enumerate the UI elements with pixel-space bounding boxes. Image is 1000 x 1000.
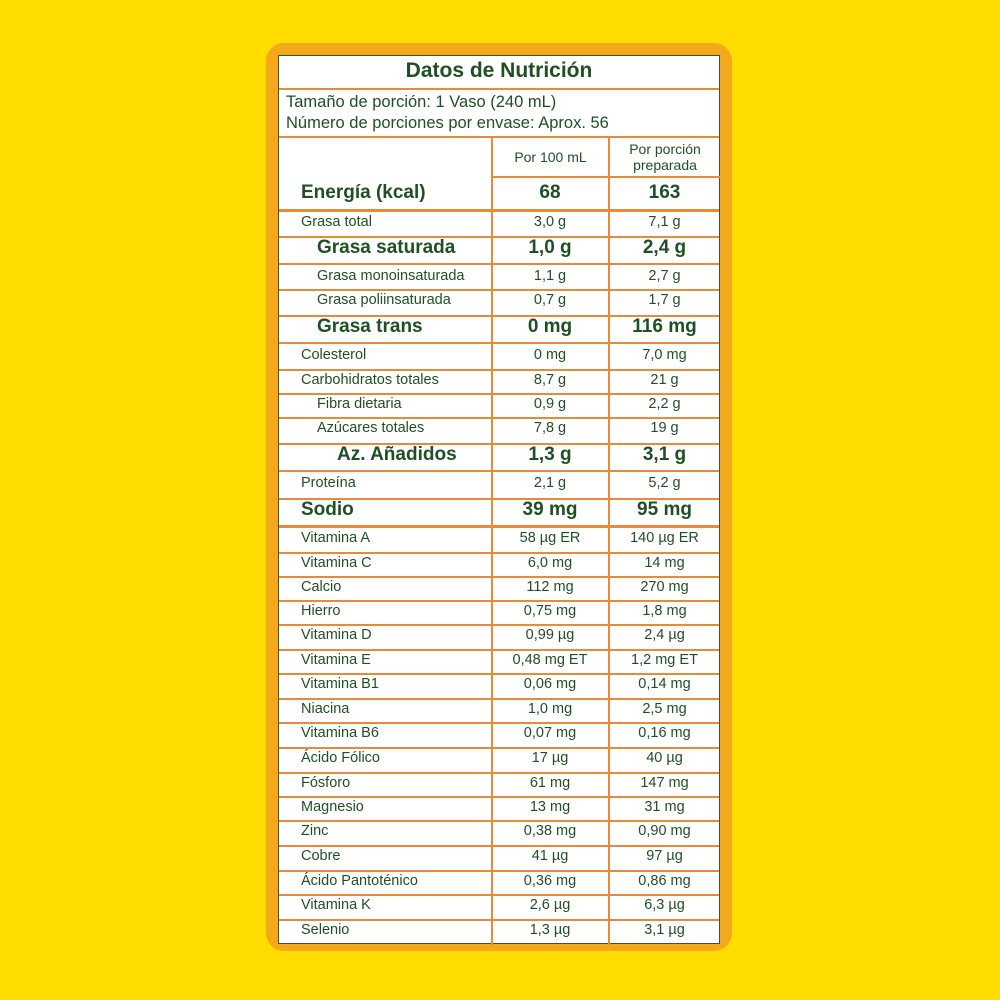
nutrient-value-per-serving: 19 g — [650, 420, 679, 436]
row-divider — [279, 649, 719, 651]
nutrient-name: Grasa total — [301, 214, 372, 230]
nutrient-name: Vitamina B1 — [301, 676, 379, 692]
nutrient-value-per-serving: 270 mg — [640, 579, 689, 595]
nutrient-value-per-100ml: 1,1 g — [533, 268, 567, 284]
nutrient-value-per-serving: 14 mg — [644, 555, 685, 571]
nutrient-value-per-100ml: 61 mg — [529, 775, 571, 791]
nutrient-name: Vitamina D — [301, 627, 372, 643]
nutrient-value-per-serving: 163 — [648, 182, 681, 204]
nutrient-value-per-serving: 2,4 g — [642, 237, 687, 259]
nutrient-value-per-100ml: 1,3 g — [528, 444, 572, 466]
nutrient-value-per-100ml: 0,48 mg ET — [512, 652, 588, 668]
nutrient-name: Grasa trans — [317, 316, 423, 338]
nutrient-value-per-100ml: 1,0 g — [528, 237, 572, 259]
nutrient-value-per-100ml: 68 — [539, 182, 561, 204]
nutrient-value-per-100ml: 0,36 mg — [523, 873, 577, 889]
column-header-per-100ml: Por 100 mL — [514, 149, 587, 165]
nutrient-value-per-serving: 1,8 mg — [642, 603, 687, 619]
nutrient-value-per-serving: 40 µg — [646, 750, 683, 766]
row-divider — [279, 698, 719, 700]
row-divider — [279, 845, 719, 847]
nutrient-value-per-100ml: 58 µg ER — [519, 530, 581, 546]
nutrient-value-per-serving: 0,90 mg — [638, 823, 691, 839]
nutrient-value-per-serving: 2,2 g — [648, 396, 681, 412]
row-divider — [279, 289, 719, 291]
nutrient-name: Niacina — [301, 701, 350, 717]
nutrient-name: Vitamina B6 — [301, 725, 379, 741]
nutrient-value-per-100ml: 0,99 µg — [525, 627, 575, 643]
nutrient-value-per-serving: 1,7 g — [648, 292, 681, 308]
nutrient-name: Vitamina K — [301, 897, 371, 913]
nutrient-value-per-100ml: 0,07 mg — [523, 725, 577, 741]
row-divider — [279, 820, 719, 822]
nutrient-value-per-serving: 7,1 g — [648, 214, 681, 230]
nutrient-value-per-serving: 147 mg — [640, 775, 689, 791]
nutrient-value-per-100ml: 7,8 g — [533, 420, 567, 436]
row-divider — [279, 747, 719, 749]
nutrient-name: Vitamina A — [301, 530, 371, 546]
nutrient-value-per-100ml: 3,0 g — [533, 214, 567, 230]
nutrient-name: Grasa saturada — [317, 237, 456, 259]
nutrient-value-per-100ml: 0 mg — [533, 347, 567, 363]
row-divider — [279, 417, 719, 419]
nutrient-value-per-100ml: 2,6 µg — [529, 897, 571, 913]
nutrient-name: Vitamina E — [301, 652, 371, 668]
row-divider — [279, 369, 719, 371]
nutrition-facts-table — [278, 55, 720, 944]
nutrient-name: Grasa monoinsaturada — [317, 268, 465, 284]
nutrient-value-per-serving: 3,1 µg — [644, 922, 685, 938]
nutrient-name: Proteína — [301, 475, 356, 491]
row-divider — [279, 673, 719, 675]
row-divider — [279, 796, 719, 798]
nutrient-value-per-100ml: 0,7 g — [533, 292, 567, 308]
nutrient-value-per-serving: 2,7 g — [648, 268, 681, 284]
nutrient-value-per-100ml: 8,7 g — [533, 372, 567, 388]
nutrient-value-per-100ml: 17 µg — [531, 750, 569, 766]
nutrient-value-per-100ml: 0,75 mg — [523, 603, 577, 619]
nutrient-name: Selenio — [301, 922, 350, 938]
nutrient-name: Azúcares totales — [317, 420, 425, 436]
nutrient-value-per-100ml: 112 mg — [526, 579, 574, 595]
nutrient-value-per-100ml: 0 mg — [527, 316, 573, 338]
title-divider — [279, 88, 719, 90]
row-divider — [279, 870, 719, 872]
nutrient-value-per-serving: 3,1 g — [642, 444, 687, 466]
nutrient-value-per-serving: 2,5 mg — [642, 701, 687, 717]
nutrition-title: Datos de Nutrición — [405, 59, 593, 82]
nutrient-name: Zinc — [301, 823, 329, 839]
nutrient-value-per-100ml: 0,9 g — [533, 396, 567, 412]
nutrient-value-per-100ml: 41 µg — [531, 848, 569, 864]
nutrient-value-per-serving: 0,14 mg — [638, 676, 691, 692]
row-divider — [279, 576, 719, 578]
nutrient-value-per-100ml: 39 mg — [522, 499, 578, 521]
nutrient-name: Energía (kcal) — [301, 182, 426, 204]
nutrient-value-per-serving: 97 µg — [646, 848, 683, 864]
row-divider — [279, 624, 719, 626]
nutrient-value-per-100ml: 0,38 mg — [523, 823, 577, 839]
nutrient-name: Az. Añadidos — [337, 444, 457, 466]
row-divider — [279, 600, 719, 602]
nutrient-name: Fósforo — [301, 775, 351, 791]
nutrient-name: Magnesio — [301, 799, 364, 815]
row-divider — [279, 552, 719, 554]
nutrient-value-per-100ml: 6,0 mg — [527, 555, 573, 571]
nutrient-name: Vitamina C — [301, 555, 372, 571]
nutrient-value-per-100ml: 2,1 g — [533, 475, 567, 491]
row-divider — [279, 919, 719, 921]
nutrient-name: Colesterol — [301, 347, 367, 363]
nutrient-name: Ácido Fólico — [301, 750, 380, 766]
row-divider — [279, 894, 719, 896]
nutrient-name: Sodio — [301, 499, 354, 521]
row-divider — [279, 525, 719, 528]
serving-size: Tamaño de porción: 1 Vaso (240 mL) — [286, 93, 557, 111]
nutrient-value-per-100ml: 0,06 mg — [523, 676, 577, 692]
nutrient-value-per-100ml: 13 mg — [529, 799, 571, 815]
nutrient-value-per-serving: 2,4 µg — [644, 627, 685, 643]
column-header-per-serving: Por porción preparada — [629, 141, 701, 173]
row-divider — [279, 209, 719, 212]
nutrient-value-per-serving: 1,2 mg ET — [631, 652, 698, 668]
row-divider — [279, 772, 719, 774]
row-divider — [279, 722, 719, 724]
row-divider — [279, 393, 719, 395]
nutrient-value-per-100ml: 1,3 µg — [529, 922, 571, 938]
servings-per-container: Número de porciones por envase: Aprox. 56 — [286, 114, 609, 132]
nutrient-value-per-serving: 5,2 g — [648, 475, 681, 491]
nutrient-value-per-serving: 140 µg ER — [630, 530, 699, 546]
nutrient-name: Fibra dietaria — [317, 396, 402, 412]
nutrient-name: Grasa poliinsaturada — [317, 292, 451, 308]
serving-divider — [279, 136, 719, 138]
nutrient-name: Carbohidratos totales — [301, 372, 439, 388]
nutrient-value-per-100ml: 1,0 mg — [527, 701, 573, 717]
nutrient-value-per-serving: 21 g — [650, 372, 679, 388]
nutrient-value-per-serving: 31 mg — [644, 799, 685, 815]
nutrient-value-per-serving: 0,16 mg — [638, 725, 691, 741]
nutrient-value-per-serving: 0,86 mg — [638, 873, 691, 889]
nutrient-value-per-serving: 116 mg — [632, 316, 697, 338]
row-divider — [279, 263, 719, 265]
nutrient-name: Cobre — [301, 848, 341, 864]
row-divider — [279, 342, 719, 344]
nutrient-value-per-serving: 95 mg — [637, 499, 692, 521]
nutrient-value-per-serving: 6,3 µg — [644, 897, 685, 913]
nutrient-name: Calcio — [301, 579, 342, 595]
nutrient-name: Hierro — [301, 603, 341, 619]
nutrient-name: Ácido Pantoténico — [301, 873, 418, 889]
column-header-divider — [492, 176, 720, 178]
nutrient-value-per-serving: 7,0 mg — [642, 347, 687, 363]
row-divider — [279, 470, 719, 472]
